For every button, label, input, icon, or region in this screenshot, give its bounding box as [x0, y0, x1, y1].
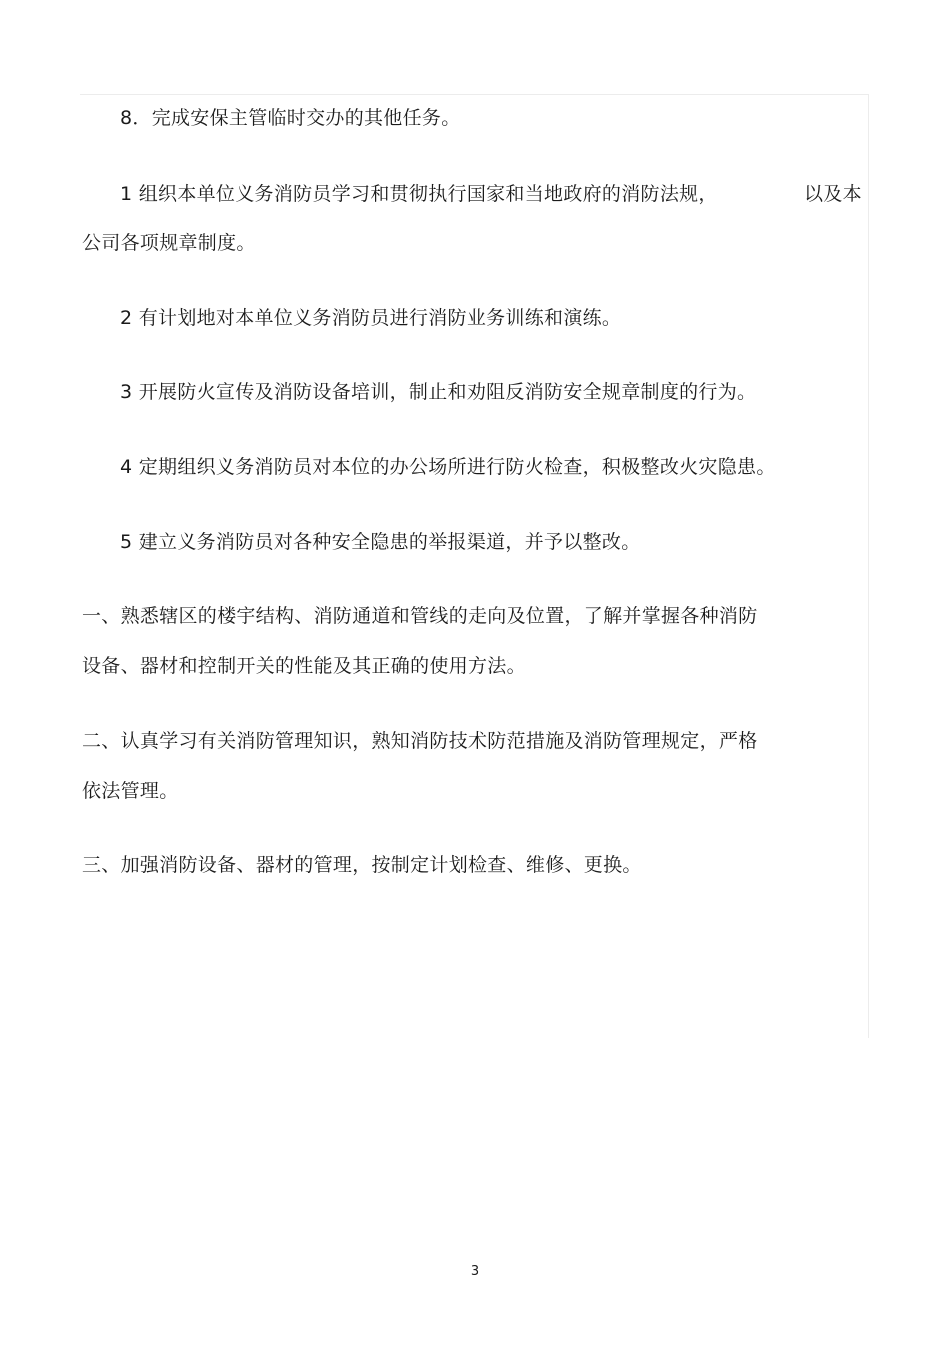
section-2-line-2: 依法管理。 [82, 780, 179, 802]
section-2-line-1: 二、认真学习有关消防管理知识，熟知消防技术防范措施及消防管理规定，严格 [82, 730, 758, 752]
duty-3-line: 3 开展防火宣传及消防设备培训，制止和劝阻反消防安全规章制度的行为。 [120, 381, 757, 403]
duty-1-line-continued: 公司各项规章制度。 [82, 232, 256, 254]
section-3-line: 三、加强消防设备、器材的管理，按制定计划检查、维修、更换。 [82, 854, 642, 876]
section-1-line-1: 一、熟悉辖区的楼宇结构、消防通道和管线的走向及位置，了解并掌握各种消防 [82, 605, 758, 627]
duty-5-line: 5 建立义务消防员对各种安全隐患的举报渠道，并予以整改。 [120, 531, 641, 553]
duty-1-line-end: 以及本 [804, 183, 862, 205]
duty-2-line: 2 有计划地对本单位义务消防员进行消防业务训练和演练。 [120, 307, 622, 329]
duty-4-line: 4 定期组织义务消防员对本位的办公场所进行防火检查，积极整改火灾隐患。 [120, 456, 776, 478]
section-1-line-2: 设备、器材和控制开关的性能及其正确的使用方法。 [82, 655, 526, 677]
duty-1-line-start: 1 组织本单位义务消防员学习和贯彻执行国家和当地政府的消防法规， [120, 183, 718, 205]
page-number: 3 [470, 1264, 480, 1279]
task-8-line: 8．完成安保主管临时交办的其他任务。 [120, 107, 461, 129]
